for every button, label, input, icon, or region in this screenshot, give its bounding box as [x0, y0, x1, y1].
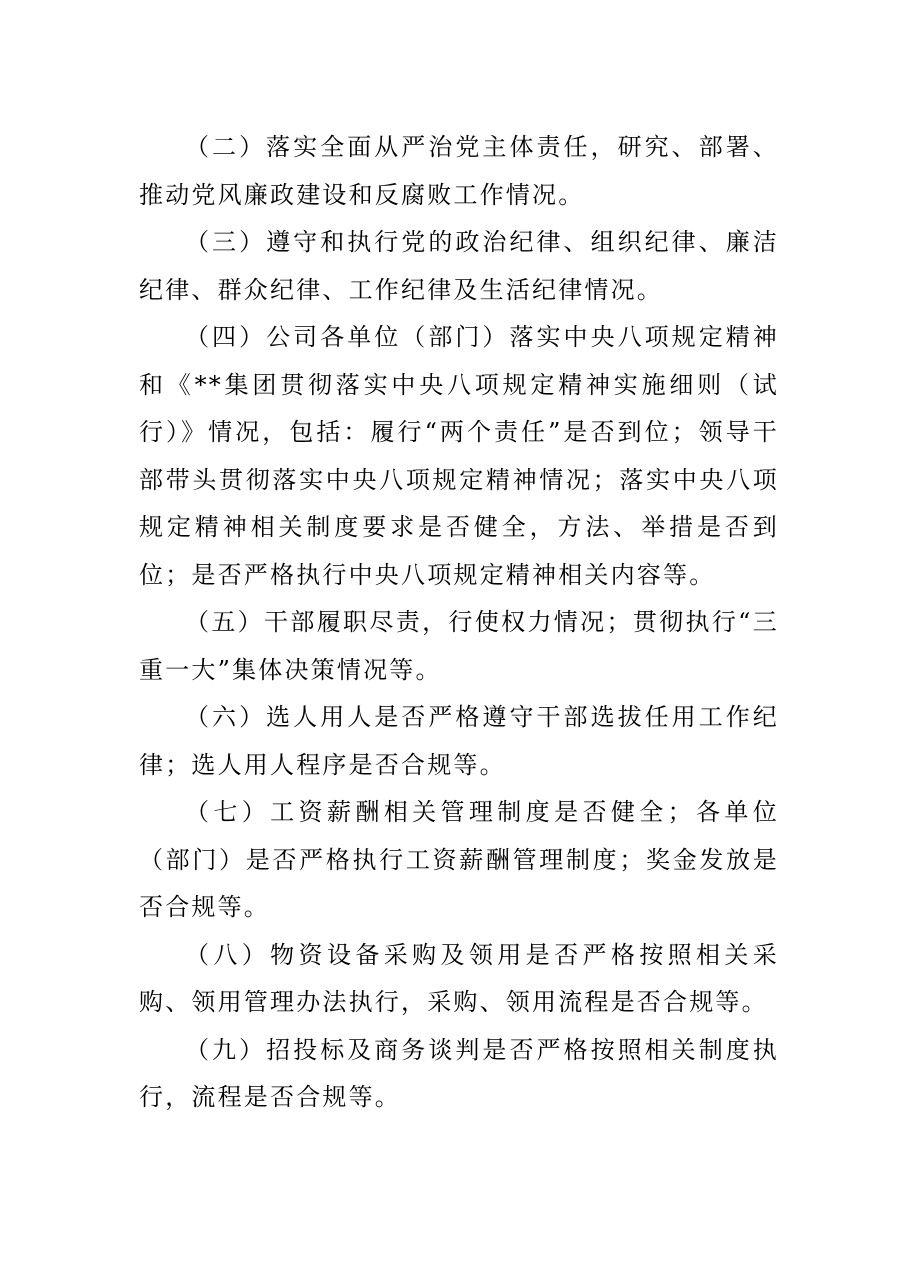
- paragraph-3: （三）遵守和执行党的政治纪律、组织纪律、廉洁纪律、群众纪律、工作纪律及生活纪律情况。: [139, 228, 779, 304]
- paragraph-8: （八）物资设备采购及领用是否严格按照相关采购、领用管理办法执行，采购、领用流程是否合规等。: [139, 940, 779, 1016]
- paragraph-9: （九）招投标及商务谈判是否严格按照相关制度执行，流程是否合规等。: [139, 1035, 779, 1111]
- paragraph-7: （七）工资薪酬相关管理制度是否健全；各单位（部门）是否严格执行工资薪酬管理制度；奖金发放是否合规等。: [139, 798, 779, 921]
- paragraph-2: （二）落实全面从严治党主体责任，研究、部署、推动党风廉政建设和反腐败工作情况。: [139, 133, 779, 209]
- paragraph-5: （五）干部履职尽责，行使权力情况；贯彻执行“三重一大”集体决策情况等。: [139, 608, 779, 684]
- paragraph-6: （六）选人用人是否严格遵守干部选拔任用工作纪律；选人用人程序是否合规等。: [139, 703, 779, 779]
- document-body: [139, 124, 779, 1122]
- paragraph-4: （四）公司各单位（部门）落实中央八项规定精神和《**集团贯彻落实中央八项规定精神实施细则（试行）》情况，包括：履行“两个责任”是否到位；领导干部带头贯彻落实中央八项规定精神情况；落实中央八项规定精神相关制度要求是否健全，方法、举措是否到位；是否严格执行中央八项规定精神相关内容等。: [139, 323, 779, 589]
